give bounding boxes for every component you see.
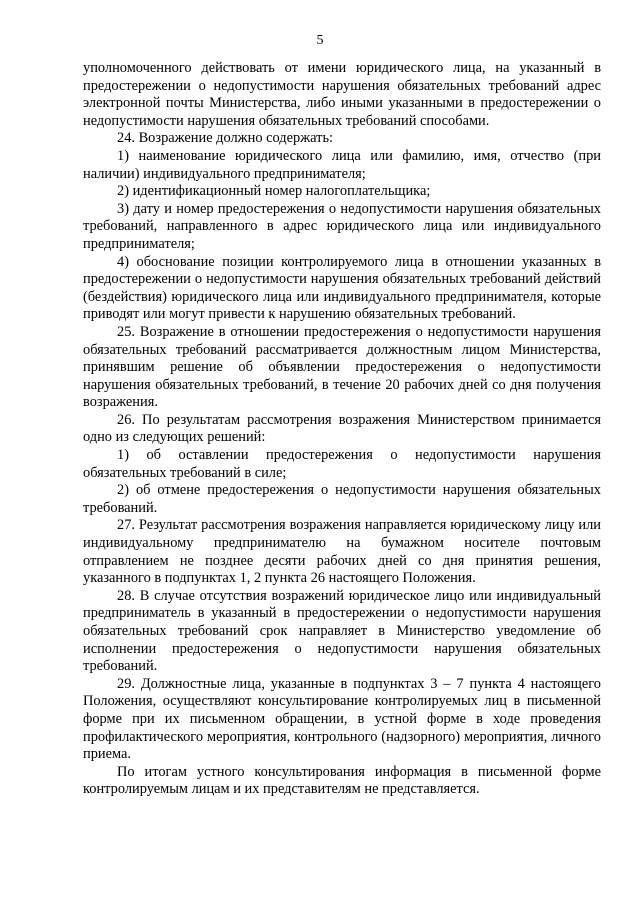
list-item: 3) дату и номер предостережения о недопустимости нарушения обязательных требований, направленного в адрес юридического лица или индивидуального предпринимателя; (83, 200, 601, 252)
paragraph: По итогам устного консультирования информация в письменной форме контролируемым лицам и их представителям не представляется. (83, 763, 601, 798)
page-number: 5 (316, 33, 324, 48)
list-item: 2) об отмене предостережения о недопустимости нарушения обязательных требований. (83, 482, 601, 516)
document-body (83, 60, 601, 799)
paragraph: 24. Возражение должно содержать: (117, 130, 333, 147)
paragraph: 26. По результатам рассмотрения возражения Министерством принимается одно из следующих решений: (83, 411, 601, 446)
paragraph: 29. Должностные лица, указанные в подпунктах 3 – 7 пункта 4 настоящего Положения, осуществляют консультирование контролируемых лиц в письменной форме при их письменном обращении, в устной форме в ходе проведения профилактического мероприятия, контрольного (надзорного) мероприятия, личного приема. (83, 675, 601, 763)
list-item: 4) обоснование позиции контролируемого лица в отношении указанных в предостережении о недопустимости нарушения обязательных требований действий (бездействия) юридического лица или индивидуального предпринимателя, которые приводят или могут привести к нарушению обязательных требований. (83, 253, 601, 323)
paragraph: уполномоченного действовать от имени юридического лица, на указанный в предостережении о недопустимости нарушения обязательных требований адрес электронной почты Министерства, либо иными указанными в предостережении о недопустимости нарушения обязательных требований способами. (83, 60, 601, 129)
paragraph: 28. В случае отсутствия возражений юридическое лицо или индивидуальный предприниматель в указанный в предостережении о недопустимости нарушения обязательных требований срок направляет в Министерство уведомление об исполнении предостережения о недопустимости нарушения обязательных требований. (83, 587, 601, 675)
list-item: 2) идентификационный номер налогоплательщика; (117, 183, 431, 200)
list-item: 1) об оставлении предостережения о недопустимости нарушения обязательных требований в силе; (83, 447, 601, 481)
list-item: 1) наименование юридического лица или фамилию, имя, отчество (при наличии) индивидуального предпринимателя; (83, 147, 601, 182)
paragraph: 25. Возражение в отношении предостережения о недопустимости нарушения обязательных требований рассматривается должностным лицом Министерства, принявшим решение об объявлении предостережения о недопустимости нарушения обязательных требований, в течение 20 рабочих дней со дня получения возражения. (83, 323, 601, 411)
paragraph: 27. Результат рассмотрения возражения направляется юридическому лицу или индивидуальному предпринимателю на бумажном носителе почтовым отправлением не позднее десяти рабочих дней со дня принятия решения, указанного в подпунктах 1, 2 пункта 26 настоящего Положения. (83, 517, 601, 587)
